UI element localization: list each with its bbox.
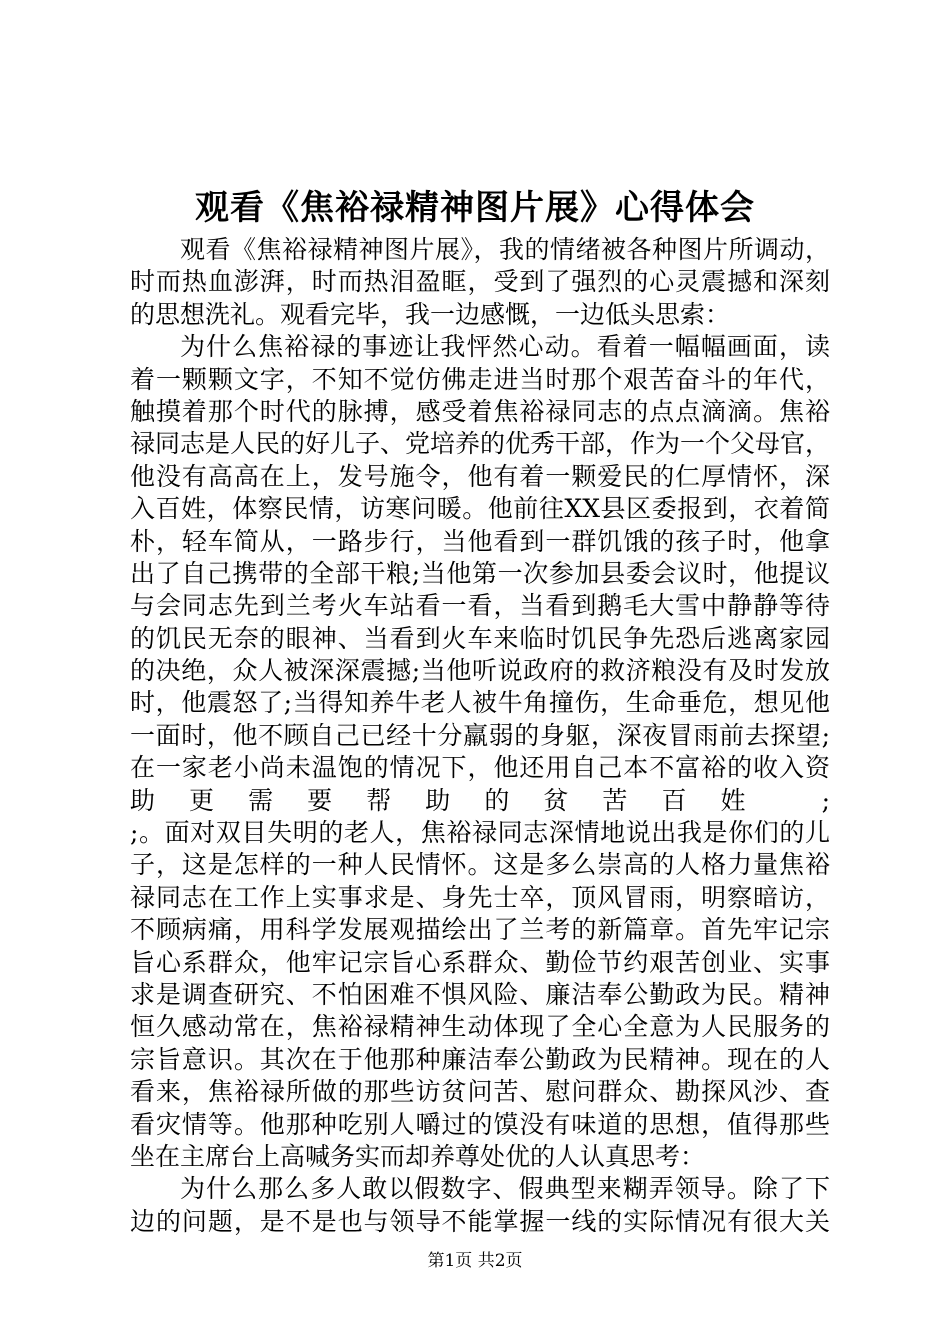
text-line: 旨心系群众，他牢记宗旨心系群众、勤俭节约艰苦创业、实事 xyxy=(130,947,830,977)
text-line: 看灾情等。他那种吃别人嚼过的馍没有味道的思想，值得那些 xyxy=(130,1109,830,1139)
text-line: 在一家老小尚未温饱的情况下，他还用自己本不富裕的收入资 xyxy=(130,753,830,783)
text-line: 子，这是怎样的一种人民情怀。这是多么崇高的人格力量焦裕 xyxy=(130,850,830,880)
document-body xyxy=(130,234,830,1238)
text-line: 的饥民无奈的眼神、当看到火车来临时饥民争先恐后逃离家园 xyxy=(130,623,830,653)
text-line: 朴，轻车简从，一路步行，当他看到一群饥饿的孩子时，他拿 xyxy=(130,526,830,556)
text-line: 为什么焦裕禄的事迹让我怦然心动。看着一幅幅画面，读 xyxy=(180,332,830,362)
text-line: 出了自己携带的全部干粮;当他第一次参加县委会议时，他提议 xyxy=(130,558,830,588)
text-line: 观看《焦裕禄精神图片展》，我的情绪被各种图片所调动， xyxy=(180,235,830,264)
text-line: 宗旨意识。其次在于他那种廉洁奉公勤政为民精神。现在的人 xyxy=(130,1044,830,1074)
text-line: 看来，焦裕禄所做的那些访贫问苦、慰问群众、勘探风沙、查 xyxy=(130,1077,830,1107)
text-line: 助更需要帮助的贫苦百姓 ; xyxy=(130,785,830,815)
text-line: 触摸着那个时代的脉搏，感受着焦裕禄同志的点点滴滴。焦裕 xyxy=(130,396,830,426)
text-line: 的决绝，众人被深深震撼;当他听说政府的救济粮没有及时发放 xyxy=(130,656,830,686)
document-title: 观看《焦裕禄精神图片展》心得体会 xyxy=(195,188,755,228)
text-line: 着一颗颗文字，不知不觉仿佛走进当时那个艰苦奋斗的年代， xyxy=(130,364,830,394)
text-line: 恒久感动常在，焦裕禄精神生动体现了全心全意为人民服务的 xyxy=(130,1012,830,1042)
text-line: 一面时，他不顾自己已经十分羸弱的身躯，深夜冒雨前去探望; xyxy=(130,720,830,750)
text-line: 边的问题，是不是也与领导不能掌握一线的实际情况有很大关 xyxy=(130,1206,830,1236)
text-line: 时而热血澎湃，时而热泪盈眶，受到了强烈的心灵震撼和深刻 xyxy=(130,267,830,297)
text-line: 入百姓，体察民情，访寒问暖。他前往XX县区委报到，衣着简 xyxy=(130,494,830,524)
text-line: ;。面对双目失明的老人，焦裕禄同志深情地说出我是你们的儿 xyxy=(130,818,830,848)
text-line: 禄同志在工作上实事求是、身先士卒，顶风冒雨，明察暗访， xyxy=(130,882,830,912)
text-line: 与会同志先到兰考火车站看一看，当看到鹅毛大雪中静静等待 xyxy=(130,591,830,621)
text-line: 为什么那么多人敢以假数字、假典型来糊弄领导。除了下 xyxy=(180,1174,830,1204)
text-line: 时，他震怒了;当得知养牛老人被牛角撞伤，生命垂危，想见他 xyxy=(130,688,830,718)
text-line: 不顾病痛，用科学发展观描绘出了兰考的新篇章。首先牢记宗 xyxy=(130,915,830,945)
text-line: 求是调查研究、不怕困难不惧风险、廉洁奉公勤政为民。精神 xyxy=(130,979,830,1009)
text-line: 的思想洗礼。观看完毕，我一边感慨，一边低头思索： xyxy=(130,299,731,329)
page-number-footer: 第1页 共2页 xyxy=(427,1251,523,1271)
text-line: 他没有高高在上，发号施令，他有着一颗爱民的仁厚情怀，深 xyxy=(130,461,830,491)
text-line: 坐在主席台上高喊务实而却养尊处优的人认真思考： xyxy=(130,1141,706,1171)
text-line: 禄同志是人民的好儿子、党培养的优秀干部，作为一个父母官， xyxy=(130,429,830,459)
